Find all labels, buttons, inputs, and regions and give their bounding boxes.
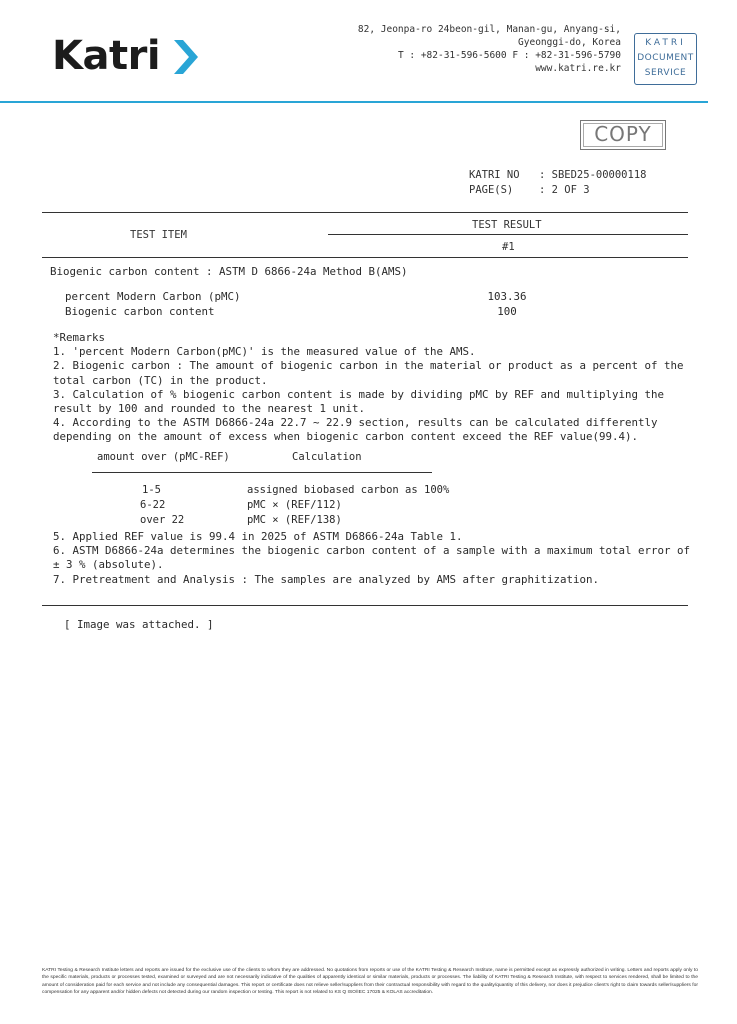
remark-line: total carbon (TC) in the product. (53, 373, 268, 387)
badge-line: KATRI (645, 38, 686, 48)
remarks-continued (53, 530, 690, 587)
calc-header-amount: amount over (pMC-REF) (97, 451, 230, 463)
remark-line: 2. Biogenic carbon : The amount of biogenic carbon in the material or product as a percent of the (53, 359, 684, 373)
remark-line: depending on the amount of excess when biogenic carbon content exceed the REF value(99.4). (53, 430, 639, 444)
test-result-biogenic: 100 (497, 305, 517, 318)
calc-formula: assigned biobased carbon as 100% (247, 484, 450, 496)
remark-line: 3. Calculation of % biogenic carbon content is made by dividing pMC by REF and multiplying the (53, 387, 665, 401)
calc-range: 6-22 (140, 499, 166, 511)
remark-line: 5. Applied REF value is 99.4 in 2025 of ASTM D6866-24a Table 1. (53, 530, 463, 543)
table-header-rule (42, 257, 688, 258)
test-result-header: TEST RESULT (472, 219, 542, 231)
copy-stamp: COPY (580, 120, 666, 150)
remark-line: 6. ASTM D6866-24a determines the biogenic carbon content of a sample with a maximum total error of (53, 544, 691, 558)
remarks-title: *Remarks (53, 331, 106, 344)
remark-line: 1. 'percent Modern Carbon(pMC)' is the measured value of the AMS. (53, 345, 476, 359)
test-item-header: TEST ITEM (130, 229, 187, 241)
katri-no-value: : SBED25-00000118 (539, 169, 647, 181)
result-sub-rule (328, 234, 688, 235)
test-item-pmc: percent Modern Carbon (pMC) (65, 290, 241, 303)
test-item-biogenic: Biogenic carbon content (65, 305, 215, 318)
document-service-badge (634, 33, 697, 85)
remark-line: ± 3 % (absolute). (53, 558, 164, 572)
remark-line: 7. Pretreatment and Analysis : The samples are analyzed by AMS after graphitization. (53, 572, 600, 586)
pages-value: : 2 OF 3 (539, 184, 590, 196)
remark-line: 4. According to the ASTM D6866-24a 22.7 ~ 22.9 section, results can be calculated differently (53, 416, 658, 430)
calc-header-calculation: Calculation (292, 451, 362, 463)
attached-note: [ Image was attached. ] (64, 618, 214, 631)
katri-no-label: KATRI NO (469, 169, 520, 181)
logo-text: Katri (52, 33, 161, 79)
address-block (358, 23, 621, 75)
remarks-block (53, 331, 684, 445)
badge-line: SERVICE (644, 68, 687, 78)
table-top-rule (42, 212, 688, 213)
address-line: T : +82-31-596-5600 F : +82-31-596-5790 (397, 50, 621, 61)
report-meta (469, 168, 646, 198)
calc-range: 1-5 (142, 484, 161, 496)
address-line: www.katri.re.kr (535, 63, 621, 74)
sample-column-header: #1 (502, 241, 515, 253)
address-line: 82, Jeonpa-ro 24beon-gil, Manan-gu, Anyang-si, (357, 24, 621, 35)
test-result-pmc: 103.36 (487, 290, 527, 303)
address-line: Gyeonggi-do, Korea (518, 37, 621, 48)
pages-label: PAGE(S) (469, 184, 514, 196)
badge-line: DOCUMENT (637, 53, 694, 63)
calc-formula: pMC × (REF/138) (247, 514, 342, 526)
chevron-right-icon (174, 40, 198, 74)
legal-disclaimer: KATRI Testing & Research Institute letters and reports are issued for the exclusive use of the clients to whom they are addressed. No quotations from reports or use of the KATRI Testing & Research Institute, name is permitted except as expressly authorized in writing. Letters and reports apply only to the specific materials, products or processes tested, examined or surveyed and are not necessarily indicative of the qualities of apparently identical or similar materials, products or processes. The liability of KATRI Testing & Research Institute, with respect to services rendered, shall be limited to the amount of consideration paid for each service and not include any consequential damages. This report or certificate does not relieve seller/suppliers from their contractual responsibility with regard to the quality/quantity of this delivery, nor does it prejudice client's right to claim towards seller/suppliers for compensation for any apparent and/or hidden defects not detected during our random inspection or testing. This report is not related to KS Q ISO/IEC 17025 & KOLAS accreditation. (42, 968, 698, 996)
calc-formula: pMC × (REF/112) (247, 499, 342, 511)
calc-range: over 22 (140, 514, 185, 526)
table-bottom-rule (42, 605, 688, 606)
calc-table-rule (92, 472, 432, 473)
remark-line: result by 100 and rounded to the nearest 1 unit. (53, 402, 366, 416)
header-divider (0, 101, 708, 103)
section-title: Biogenic carbon content : ASTM D 6866-24a Method B(AMS) (50, 265, 408, 278)
katri-logo (52, 33, 198, 79)
